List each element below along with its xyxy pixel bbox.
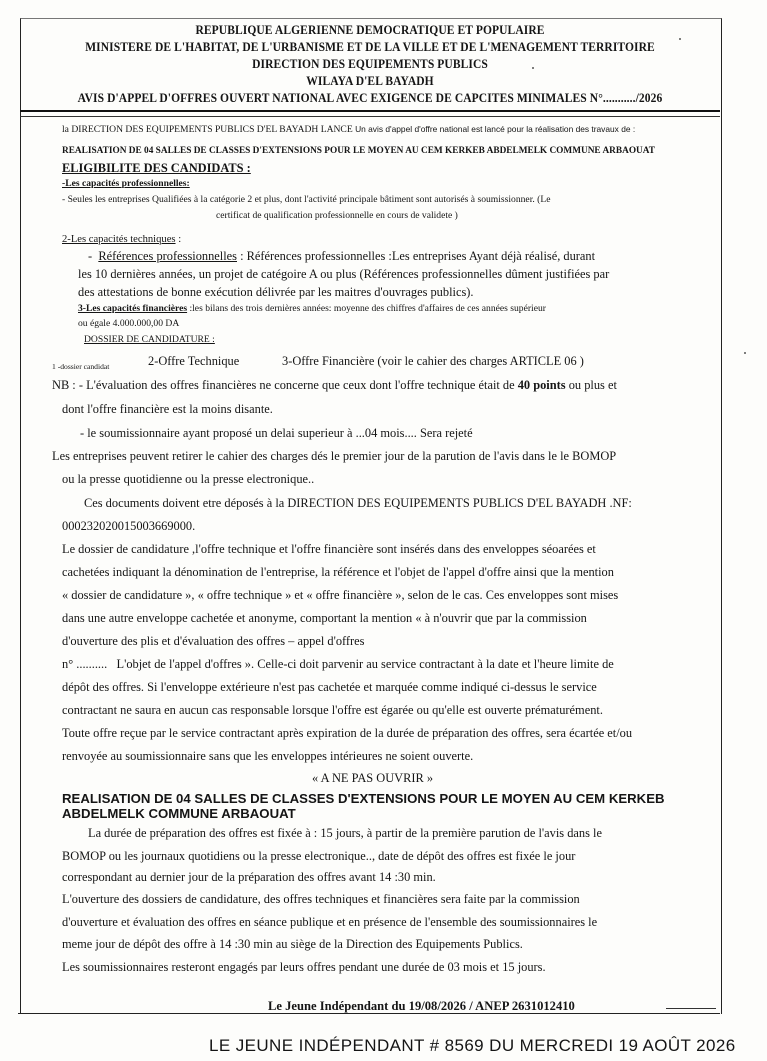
cap-fin-amount: ou égale 4.000.000,00 DA <box>78 318 180 329</box>
offre-dossier: 1 -dossier candidat <box>52 362 110 371</box>
offre-technique: 2-Offre Technique <box>148 354 240 368</box>
cap-tech-title: 2-Les capacités techniques <box>62 234 176 245</box>
intro-line-1 <box>62 124 635 135</box>
cap-fin-title: 3-Les capacités financières <box>78 303 188 314</box>
rejet-line-1: Toute offre reçue par le service contractant après expiration de la durée de préparation des offres, sera écartée et/ou <box>62 726 633 740</box>
header-rule-thick <box>20 110 720 112</box>
env-line-2: cachetées indiquant la dénomination de l'entreprise, la référence et l'objet de l'appel d'offre ainsi que la mention <box>62 565 614 579</box>
duree-line-1: La durée de préparation des offres est fixée à : 15 jours, à partir de la première parution de l'avis dans le <box>88 826 602 840</box>
cap-pro-text-2: certificat de qualification professionnelle en cours de validete ) <box>216 210 458 221</box>
scan-speck <box>744 352 746 354</box>
engagement-line: Les soumissionnaires resteront engagés par leurs offres pendant une durée de 03 mois et 15 jours. <box>62 960 546 974</box>
ref-line-2: les 10 dernières années, un projet de catégoire A ou plus (Références professionnelles dûment justifiées par <box>78 267 610 281</box>
ouverture-line-2: d'ouverture et évaluation des offres en séance publique et en présence de l'ensemble des soumissionnaires le <box>62 915 598 929</box>
cap-pro-title: -Les capacités professionnelles: <box>62 178 190 189</box>
header-avis-title: AVIS D'APPEL D'OFFRES OUVERT NATIONAL AVEC EXIGENCE DE CAPCITES MINIMALES N°.........../2026 <box>77 91 663 105</box>
nb-line-1: NB : - L'évaluation des offres financières ne concerne que ceux dont l'offre technique était de 40 points ou plus et <box>52 378 617 392</box>
env-line-6: n° .......... L'objet de l'appel d'offres ». Celle-ci doit parvenir au service contractant à la date et l'heure limite de <box>62 657 614 671</box>
ref-title: Références professionnelles <box>98 249 237 263</box>
cap-fin-line <box>78 303 546 314</box>
duree-line-2: BOMOP ou les journaux quotidiens ou la presse electronique.., date de dépôt des offres est fixée le jour <box>62 849 576 863</box>
intro-launcher: la DIRECTION DES EQUIPEMENTS PUBLICS D'EL BAYADH LANCE <box>62 124 353 135</box>
ouverture-line-3: meme jour de dépôt des offre à 14 :30 min au siège de la Direction des Equipements Publics. <box>62 937 523 951</box>
intro-project: REALISATION DE 04 SALLES DE CLASSES D'EXTENSIONS POUR LE MOYEN AU CEM KERKEB ABDELMELK COMMUNE ARBAOUAT <box>62 145 656 156</box>
rejet-line-2: renvoyée au soumissionnaire sans que les enveloppes intérieures ne soient ouverte. <box>62 749 474 763</box>
scan-speck <box>532 67 534 69</box>
intro-object: Un avis d'appel d'offre national est lancé pour la réalisation des travaux de : <box>355 124 636 134</box>
offre-financiere: 3-Offre Financière (voir le cahier des charges ARTICLE 06 ) <box>282 354 584 368</box>
ref-line-1: - Références professionnelles : Références professionnelles :Les entreprises Ayant déjà réalisé, durant <box>88 249 596 263</box>
ref-text: : Références professionnelles :Les entreprises Ayant déjà réalisé, durant <box>237 249 596 263</box>
cap-tech-line: 2-Les capacités techniques : <box>62 234 182 245</box>
nb-line-2: dont l'offre financière est la moins disante. <box>62 402 273 416</box>
header-direction: DIRECTION DES EQUIPEMENTS PUBLICS <box>252 57 488 71</box>
env-line-1: Le dossier de candidature ,l'offre technique et l'offre financière sont insérés dans des enveloppes séoarées et <box>62 542 596 556</box>
signature-rule <box>666 1008 716 1009</box>
duree-line-3: correspondant au dernier jour de la préparation des offres avant 14 :30 min. <box>62 870 436 884</box>
env-line-4: dans une autre enveloppe cachetée et anonyme, comportant la mention « à n'ouvrir que par la commission <box>62 611 587 625</box>
depot-nif: 000232020015003669000. <box>62 519 196 533</box>
signature-line: Le Jeune Indépendant du 19/08/2026 / ANEP 2631012410 <box>268 999 575 1013</box>
scan-speck <box>679 38 681 40</box>
ref-line-3: des attestations de bonne exécution délivrée par les maitres d'ouvrages publics). <box>78 285 474 299</box>
cap-fin-text: :les bilans des trois dernières années: moyenne des chiffres d'affaires de ces années supérieur <box>187 303 546 314</box>
project-title-line-2: ABDELMELK COMMUNE ARBAOUAT <box>62 806 296 821</box>
ne-pas-ouvrir: « A NE PAS OUVRIR » <box>312 771 434 785</box>
header-wilaya: WILAYA D'EL BAYADH <box>306 74 434 88</box>
nb-points: 40 points <box>517 378 566 392</box>
bottom-rule <box>18 1013 720 1014</box>
retirer-line-1: Les entreprises peuvent retirer le cahier des charges dés le premier jour de la parution de l'avis dans le le BOMOP <box>52 449 617 463</box>
header-rule-thin <box>20 116 720 117</box>
dossier-title: DOSSIER DE CANDIDATURE : <box>84 334 215 345</box>
project-title-line-1: REALISATION DE 04 SALLES DE CLASSES D'EXTENSIONS POUR LE MOYEN AU CEM KERKEB <box>62 791 665 806</box>
newspaper-footer: LE JEUNE INDÉPENDANT # 8569 DU MERCREDI 19 AOÛT 2026 <box>209 1036 736 1055</box>
offres-list <box>52 356 109 374</box>
eligibility-title: ELIGIBILITE DES CANDIDATS : <box>62 161 251 175</box>
env-line-5: d'ouverture des plis et d'évaluation des offres – appel d'offres <box>62 634 365 648</box>
env-line-3: « dossier de candidature », « offre technique » et « offre financière », selon de le cas. Ces enveloppes sont mises <box>62 588 619 602</box>
retirer-line-2: ou la presse quotidienne ou la presse electronique.. <box>62 472 315 486</box>
header-republic: REPUBLIQUE ALGERIENNE DEMOCRATIQUE ET POPULAIRE <box>195 23 545 37</box>
notice-header <box>20 22 720 107</box>
ouverture-line-1: L'ouverture des dossiers de candidature, des offres techniques et financières sera faite par la commission <box>62 892 580 906</box>
env-line-7: dépôt des offres. Si l'enveloppe extérieure n'est pas cachetée et marquée comme indiqué ci-dessus le service <box>62 680 597 694</box>
env-line-8: contractant ne saura en aucun cas responsable lorsque l'offre est égarée ou qu'elle est ouverte prématurément. <box>62 703 603 717</box>
header-ministry: MINISTERE DE L'HABITAT, DE L'URBANISME ET DE LA VILLE ET DE L'MENAGEMENT TERRITOIRE <box>85 40 655 54</box>
depot-line-1: Ces documents doivent etre déposés à la DIRECTION DES EQUIPEMENTS PUBLICS D'EL BAYADH .NF: <box>84 496 632 510</box>
delai-line: - le soumissionnaire ayant proposé un delai superieur à ...04 mois.... Sera rejeté <box>80 426 473 440</box>
cap-pro-text-1: - Seules les entreprises Qualifiées à la catégorie 2 et plus, dont l'activité principale bâtiment sont autorisés à soumissionner. (Le <box>62 194 551 205</box>
